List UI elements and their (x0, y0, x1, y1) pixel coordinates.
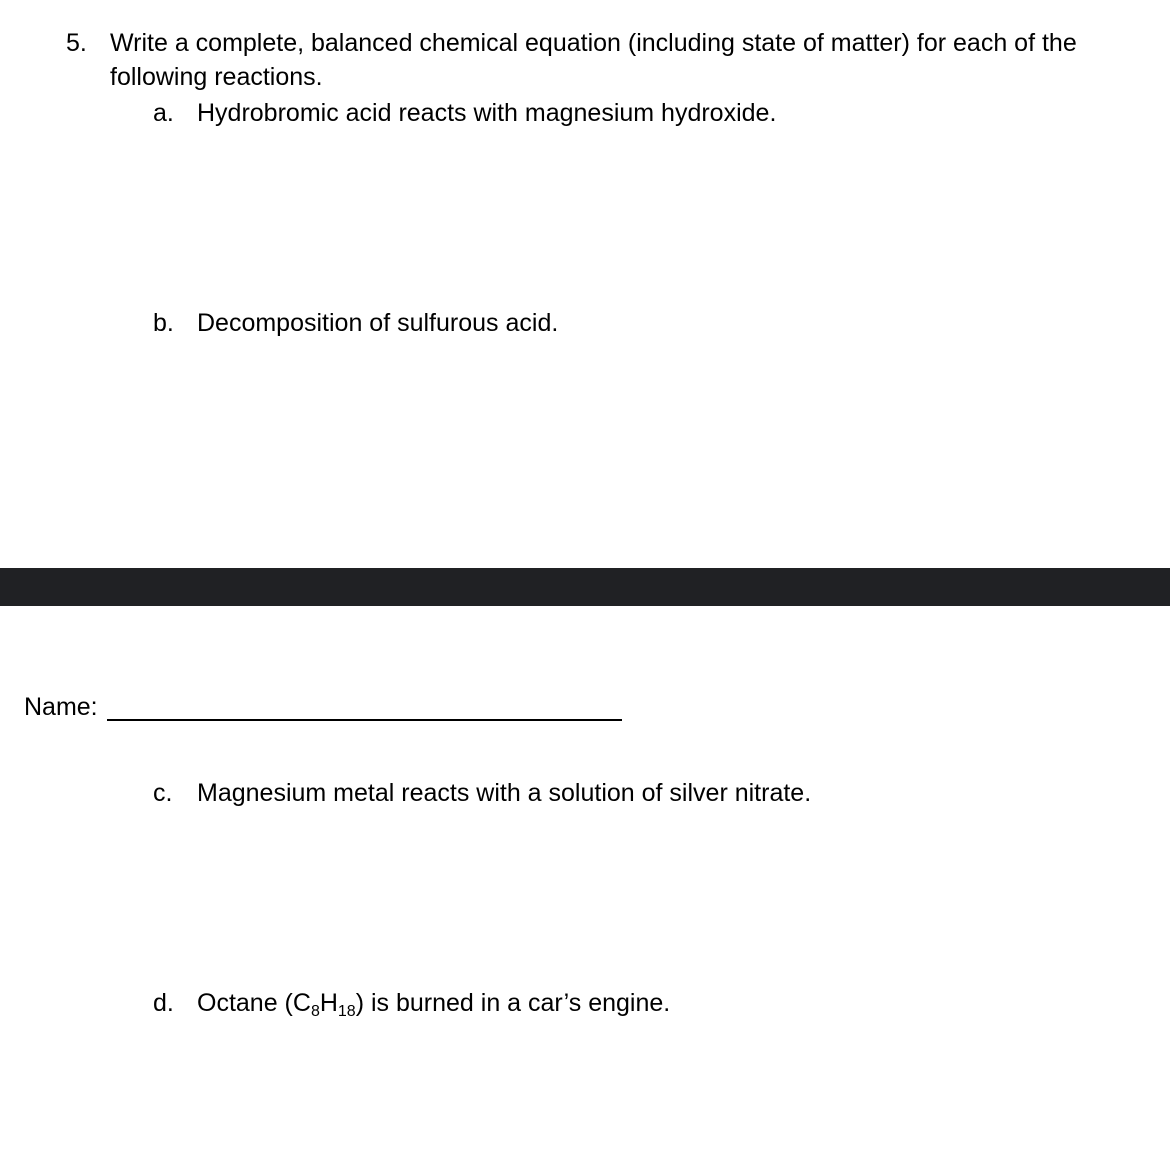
item-c-letter: c. (153, 779, 173, 807)
item-d-text-mid: H (319, 989, 338, 1017)
name-label: Name: (24, 693, 98, 721)
question-number: 5. (66, 29, 87, 57)
item-d-text-after: ) is burned in a car’s engine. (355, 989, 671, 1017)
carbon-subscript: 8 (310, 1003, 320, 1020)
question-prompt: Write a complete, balanced chemical equation (including state of matter) for each of the following reactions. (110, 29, 1077, 91)
hydrogen-subscript: 18 (337, 1003, 356, 1020)
item-d-text (197, 986, 670, 1020)
item-c-text: Magnesium metal reacts with a solution of silver nitrate. (197, 779, 812, 807)
item-a-text: Hydrobromic acid reacts with magnesium hydroxide. (197, 99, 777, 127)
page-break-bar (0, 568, 1170, 606)
item-a-letter: a. (153, 99, 174, 127)
item-b-letter: b. (153, 309, 174, 337)
item-b-text: Decomposition of sulfurous acid. (197, 309, 559, 337)
name-blank-line[interactable] (107, 719, 622, 721)
item-d-letter: d. (153, 989, 174, 1017)
item-d-text-before: Octane (C (197, 989, 311, 1017)
